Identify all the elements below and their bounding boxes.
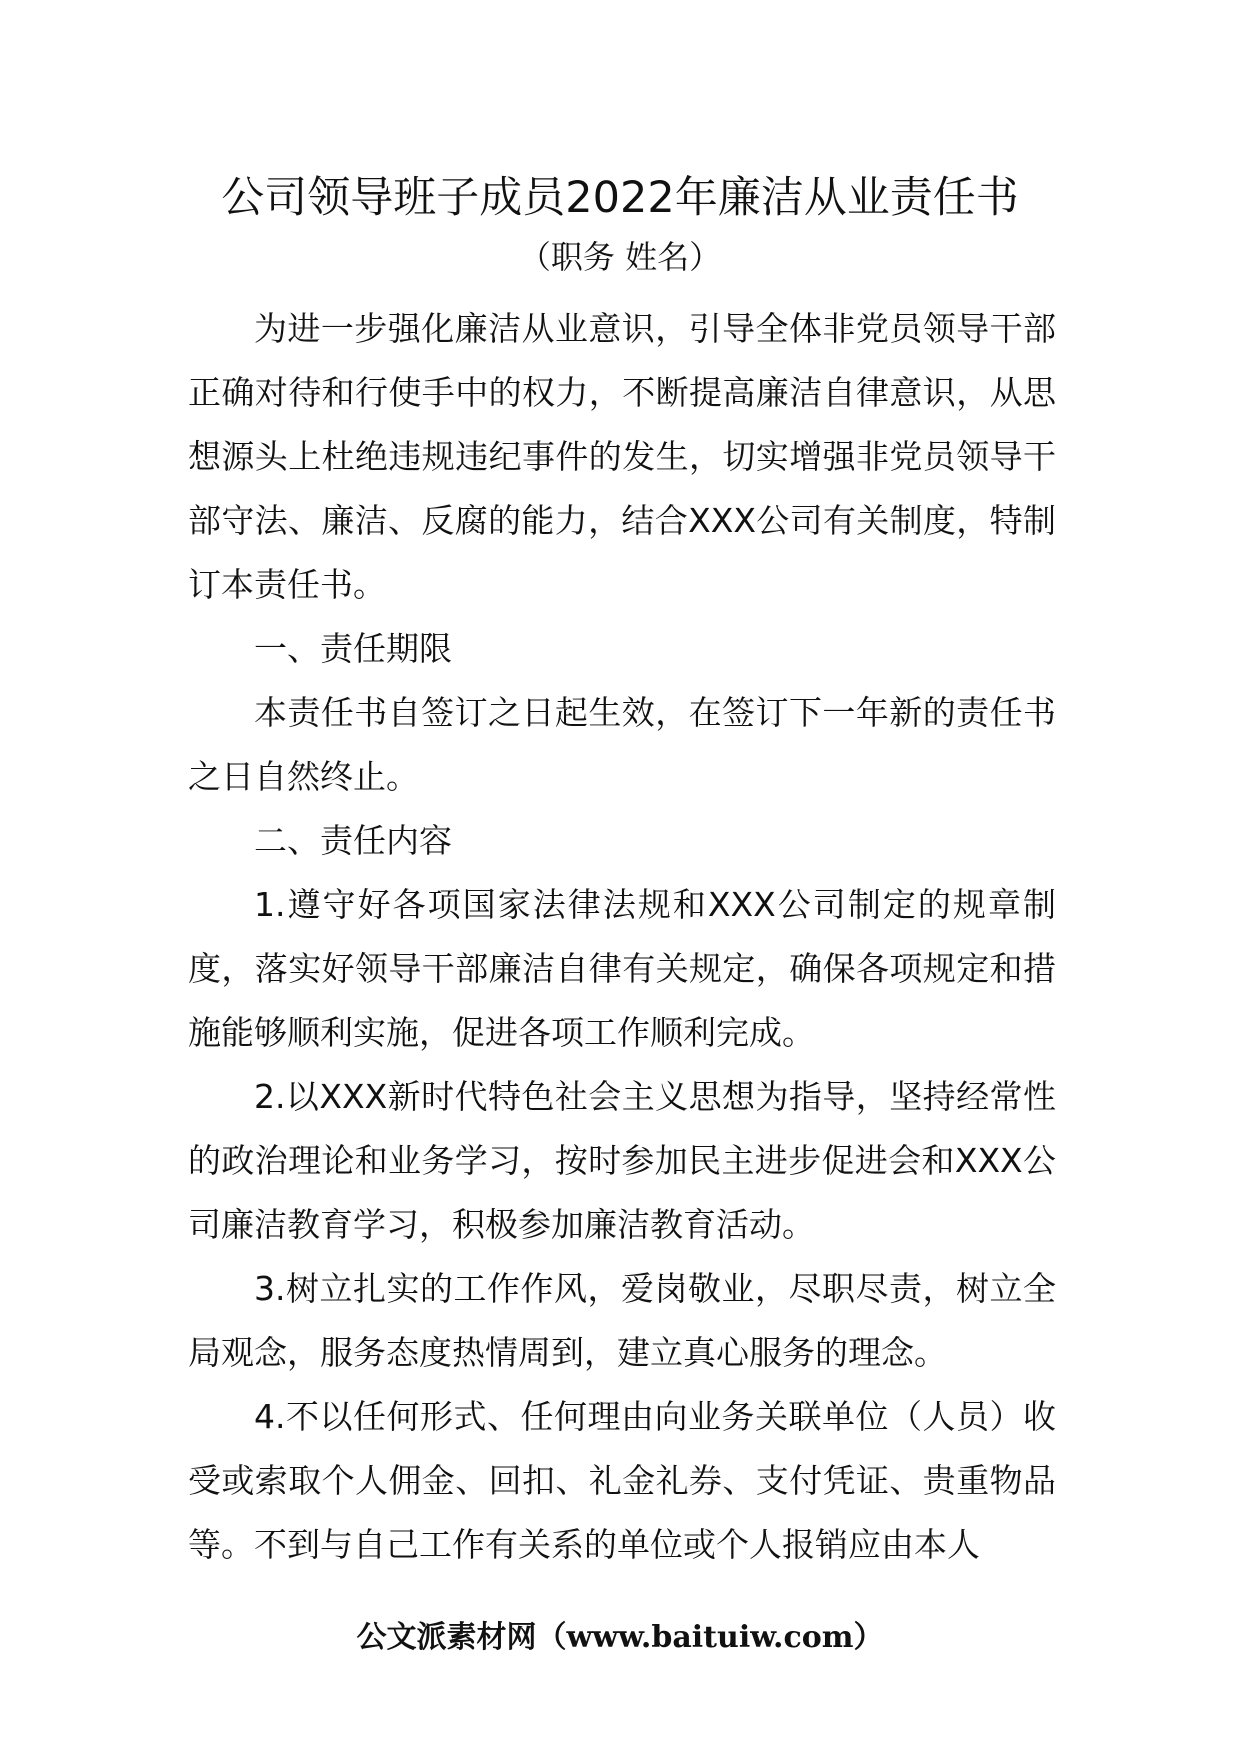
document-subtitle: （职务 姓名）: [518, 238, 722, 276]
content-item-1: 1.遵守好各项国家法律法规和XXX公司制定的规章制度，落实好领导干部廉洁自律有关规定，确保各项规定和措施能够顺利实施，促进各项工作顺利完成。: [188, 885, 1056, 1052]
content-item-2: 2.以XXX新时代特色社会主义思想为指导，坚持经常性的政治理论和业务学习，按时参加民主进步促进会和XXX公司廉洁教育学习，积极参加廉洁教育活动。: [188, 1077, 1056, 1244]
section-heading-term: 一、责任期限: [254, 629, 452, 668]
intro-paragraph: 为进一步强化廉洁从业意识，引导全体非党员领导干部正确对待和行使手中的权力，不断提高廉洁自律意识，从思想源头上杜绝违规违纪事件的发生，切实增强非党员领导干部守法、廉洁、反腐的能力，结合XXX公司有关制度，特制订本责任书。: [188, 309, 1056, 604]
section-heading-content: 二、责任内容: [254, 821, 452, 860]
content-item-4: 4.不以任何形式、任何理由向业务关联单位（人员）收受或索取个人佣金、回扣、礼金礼券、支付凭证、贵重物品等。不到与自己工作有关系的单位或个人报销应由本人: [188, 1397, 1056, 1564]
document-body: [188, 297, 1056, 1577]
footer-watermark: 公文派素材网（www.baituiw.com）: [356, 1620, 884, 1655]
document-title: 公司领导班子成员2022年廉洁从业责任书: [221, 173, 1019, 223]
term-paragraph: 本责任书自签订之日起生效，在签订下一年新的责任书之日自然终止。: [188, 693, 1056, 796]
content-item-3: 3.树立扎实的工作作风，爱岗敬业，尽职尽责，树立全局观念，服务态度热情周到，建立真心服务的理念。: [188, 1269, 1056, 1372]
